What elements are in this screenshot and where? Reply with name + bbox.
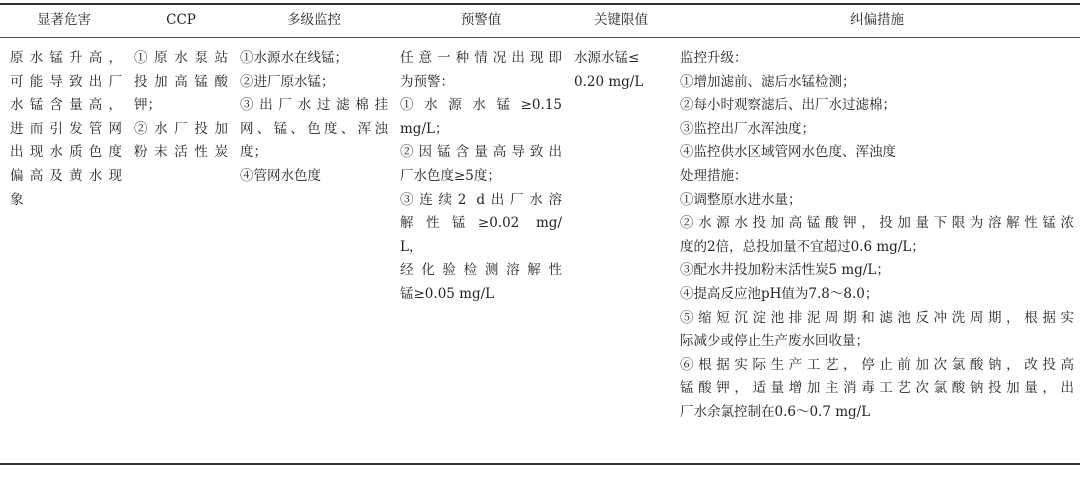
- correction-line: ①调整原水进水量；: [680, 191, 802, 208]
- warning-line: mg/L；: [400, 120, 449, 137]
- cell-warning: [394, 38, 568, 464]
- monitoring-line: ③出厂水过滤棉挂: [240, 97, 388, 114]
- correction-line: 监控升级：: [680, 50, 748, 66]
- correction-line: 度的2倍，总投加量不宜超过0.6 mg/L；: [680, 238, 925, 255]
- warning-line: ①水源水锰≥0.15: [400, 97, 562, 114]
- monitoring-line: ④管网水色度: [240, 167, 321, 184]
- ccp-line: ①原水泵站: [134, 50, 228, 66]
- hazard-line: 出现水质色度: [10, 144, 122, 161]
- cell-correction: [674, 38, 1080, 464]
- correction-line: ⑥根据实际生产工艺，停止前加次氯酸钠，改投高: [680, 356, 1074, 373]
- monitoring-line: ①水源水在线锰；: [240, 50, 348, 66]
- warning-line: 解性锰≥0.02 mg/: [400, 215, 562, 232]
- cell-ccp: [128, 38, 234, 464]
- warning-line: 经化验检测溶解性: [400, 262, 562, 279]
- header-correction: 纠偏措施: [674, 4, 1080, 38]
- ccp-line: ②水厂投加: [134, 120, 228, 137]
- hazard-line: 水锰含量高，: [10, 97, 122, 114]
- warning-line: 为预警：: [400, 73, 454, 90]
- hazard-line: 可能导致出厂: [10, 73, 122, 90]
- correction-line: ②水源水投加高锰酸钾，投加量下限为溶解性锰浓: [680, 215, 1074, 232]
- correction-line: ④提高反应池pH值为7.8～8.0；: [680, 285, 879, 302]
- hazard-line: 原水锰升高，: [10, 50, 122, 66]
- monitoring-line: ②进厂原水锰；: [240, 73, 335, 90]
- warning-line: 厂水色度≥5度；: [400, 167, 501, 184]
- correction-line: 处理措施：: [680, 167, 748, 184]
- header-ccp: CCP: [128, 4, 234, 38]
- correction-line: ⑤缩短沉淀池排泥周期和滤池反冲洗周期，根据实: [680, 309, 1074, 326]
- limit-line: 0.20 mg/L: [574, 73, 644, 90]
- header-monitoring: 多级监控: [234, 4, 394, 38]
- warning-line: ②因锰含量高导致出: [400, 144, 562, 161]
- header-hazard: 显著危害: [0, 4, 128, 38]
- monitoring-line: 网、锰、色度、浑浊: [240, 120, 388, 137]
- correction-line: ①增加滤前、滤后水锰检测；: [680, 73, 856, 90]
- ccp-line: 粉末活性炭: [134, 144, 228, 161]
- cell-hazard: [0, 38, 128, 464]
- ccp-line: 钾；: [134, 97, 161, 114]
- limit-line: 水源水锰≤: [574, 50, 640, 66]
- cell-limit: [568, 38, 674, 464]
- correction-line: ③监控出厂水浑浊度；: [680, 120, 815, 137]
- table-row: [0, 38, 1080, 464]
- correction-line: ③配水井投加粉末活性炭5 mg/L；: [680, 262, 890, 279]
- correction-line: 际减少或停止生产废水回收量；: [680, 333, 869, 350]
- cell-monitoring: [234, 38, 394, 464]
- header-limit: 关键限值: [568, 4, 674, 38]
- warning-line: 锰≥0.05 mg/L: [400, 285, 495, 302]
- correction-line: 锰酸钾，适量增加主消毒工艺次氯酸钠投加量，出: [680, 380, 1074, 397]
- warning-line: L，: [400, 238, 423, 255]
- correction-line: ②每小时观察滤后、出厂水过滤棉；: [680, 97, 896, 114]
- warning-line: ③连续2 d出厂水溶: [400, 191, 562, 208]
- header-row: [0, 4, 1080, 38]
- hazard-line: 进而引发管网: [10, 120, 122, 137]
- hazard-line: 象: [10, 191, 24, 208]
- haccp-table: [0, 3, 1080, 465]
- correction-line: ④监控供水区域管网水色度、浑浊度: [680, 144, 896, 161]
- correction-line: 厂水余氯控制在0.6～0.7 mg/L: [680, 403, 871, 420]
- monitoring-line: 度；: [240, 144, 267, 161]
- ccp-line: 投加高锰酸: [134, 73, 228, 90]
- hazard-line: 偏高及黄水现: [10, 167, 122, 184]
- header-warning: 预警值: [394, 4, 568, 38]
- warning-line: 任意一种情况出现即: [400, 50, 562, 66]
